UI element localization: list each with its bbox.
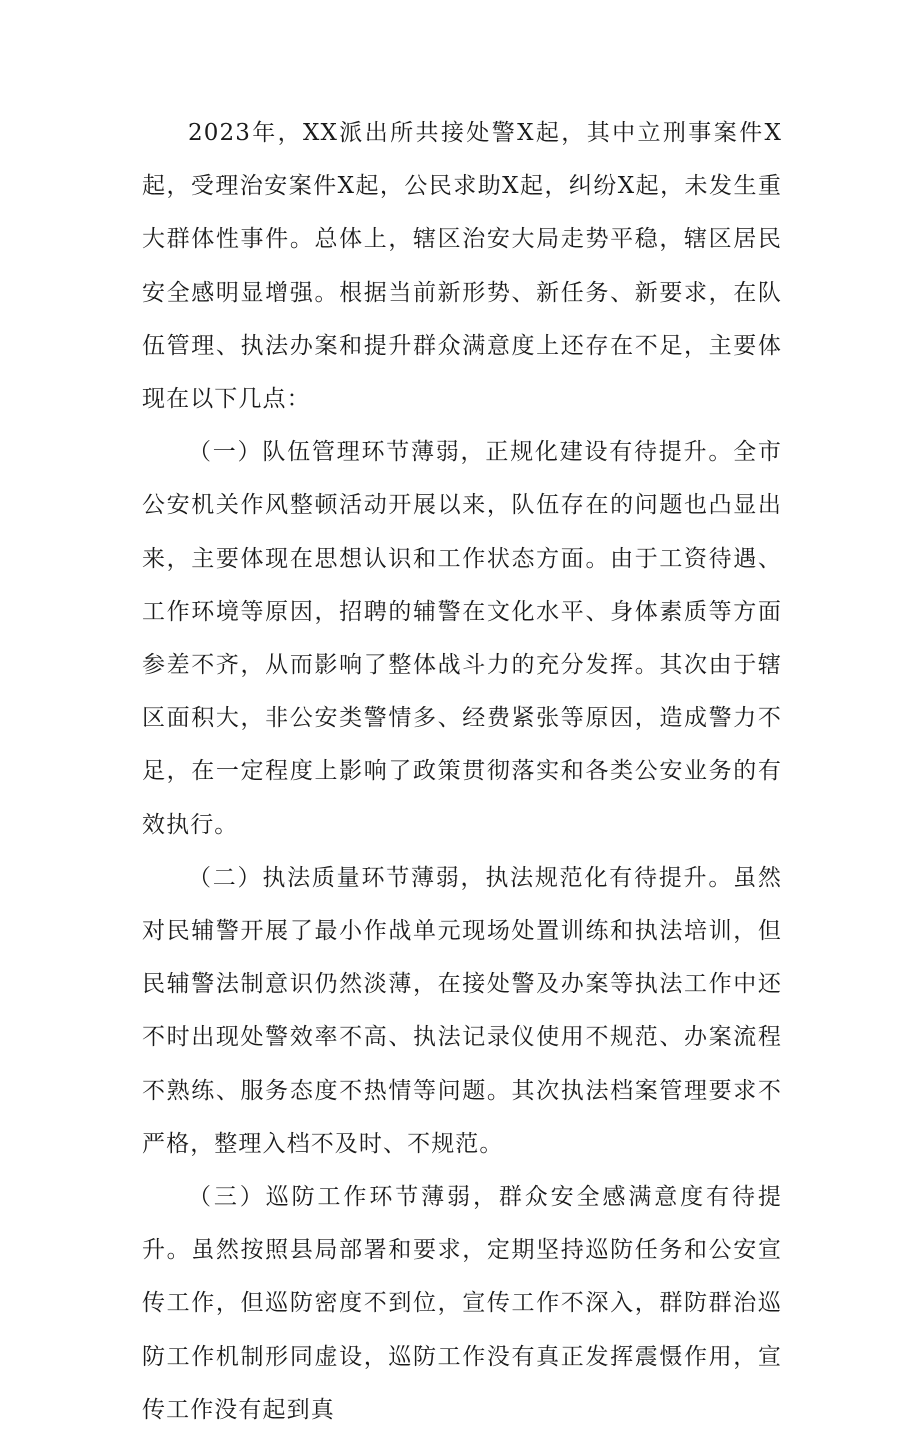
document-body xyxy=(142,107,782,1437)
paragraph-team-management: （一）队伍管理环节薄弱，正规化建设有待提升。全市公安机关作风整顿活动开展以来，队伍存在的问题也凸显出来，主要体现在思想认识和工作状态方面。由于工资待遇、工作环境等原因，招聘的辅警在文化水平、身体素质等方面参差不齐，从而影响了整体战斗力的充分发挥。其次由于辖区面积大，非公安类警情多、经费紧张等原因，造成警力不足，在一定程度上影响了政策贯彻落实和各类公安业务的有效执行。 xyxy=(142,439,782,838)
paragraph-patrol-work: （三）巡防工作环节薄弱，群众安全感满意度有待提升。虽然按照县局部署和要求，定期坚持巡防任务和公安宣传工作，但巡防密度不到位，宣传工作不深入，群防群治巡防工作机制形同虚设，巡防工作没有真正发挥震慑作用，宣传工作没有起到真 xyxy=(142,1184,782,1423)
paragraph-summary: 2023年，XX派出所共接处警X起，其中立刑事案件X起，受理治安案件X起，公民求助X起，纠纷X起，未发生重大群体性事件。总体上，辖区治安大局走势平稳，辖区居民安全感明显增强。根据当前新形势、新任务、新要求，在队伍管理、执法办案和提升群众满意度上还存在不足，主要体现在以下几点： xyxy=(142,120,782,413)
paragraph-law-enforcement: （二）执法质量环节薄弱，执法规范化有待提升。虽然对民辅警开展了最小作战单元现场处置训练和执法培训，但民辅警法制意识仍然淡薄，在接处警及办案等执法工作中还不时出现处警效率不高、执法记录仪使用不规范、办案流程不熟练、服务态度不热情等问题。其次执法档案管理要求不严格，整理入档不及时、不规范。 xyxy=(142,864,782,1157)
